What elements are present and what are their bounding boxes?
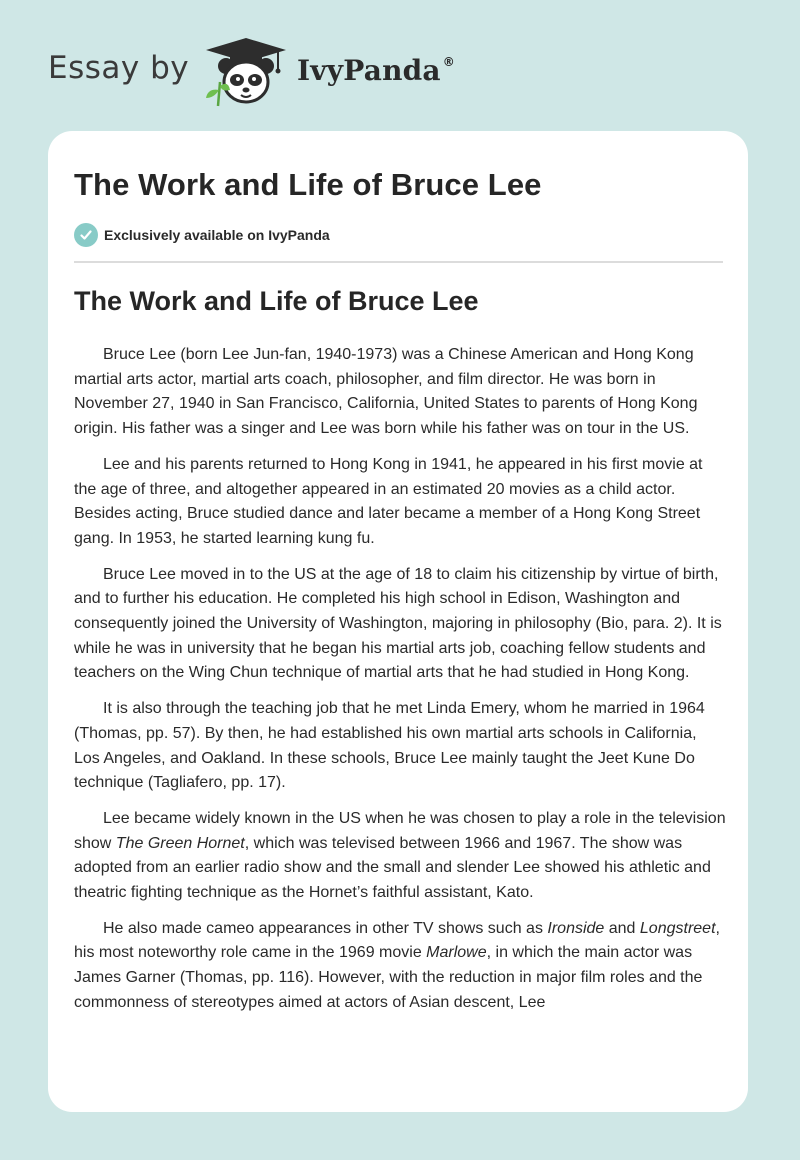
paragraph-text: , which was televised between 1966 and 1967. The show was adopted from an earlier radio show and the small and slender Lee showed his athletic and theatric fighting technique as the Hornet’s faithful assistant, Kato. [74, 834, 711, 902]
essay-paragraph [74, 807, 726, 906]
paragraph-text: He also made cameo appearances in other TV shows such as [103, 919, 548, 937]
paragraph-text: Bruce Lee moved in to the US at the age of 18 to claim his citizenship by virtue of birth, and to further his education. He completed his high school in Edison, Washington and consequently joined the University of Washington, majoring in philosophy (Bio, para. 2). It is while he was in university that he began his martial arts job, coaching fellow students and teachers on the Wing Chun technique of martial arts that he had studied in Hong Kong. [74, 565, 722, 682]
essay-paragraph [74, 453, 726, 552]
panda-logo-icon[interactable] [200, 36, 296, 108]
paragraph-text: and [604, 919, 640, 937]
italic-title: Longstreet [639, 919, 716, 937]
paragraph-text: Lee became widely known in the US when he was chosen to play a role in the television show [74, 809, 726, 852]
brand-name[interactable]: IvyPanda ® [297, 54, 455, 87]
paragraph-text: It is also through the teaching job that he met Linda Emery, whom he married in 1964 (Thomas, pp. 57). By then, he had established his own martial arts schools in California, Los Angeles, and Oakland. In these schools, Bruce Lee mainly taught the Jeet Kune Do technique (Tagliafero, pp. 17). [74, 700, 705, 792]
exclusive-badge [74, 223, 330, 247]
paragraph-text: Bruce Lee (born Lee Jun-fan, 1940-1973) was a Chinese American and Hong Kong martial arts actor, martial arts coach, philosopher, and film director. He was born in November 27, 1940 in San Francisco, California, United States to parents of Hong Kong origin. His father was a singer and Lee was born while his father was on tour in the US. [74, 346, 698, 438]
essay-paragraph [74, 917, 726, 1016]
check-circle-icon [74, 223, 98, 247]
divider [74, 261, 723, 263]
italic-title: Ironside [547, 919, 605, 937]
paragraph-text: , in which the main actor was James Garner (Thomas, pp. 116). However, with the reduction in major film roles and the commonness of stereotypes aimed at actors of Asian descent, Lee [74, 944, 703, 1011]
essay-by-label: Essay by [48, 50, 190, 86]
essay-paragraph [74, 697, 726, 796]
essay-heading: The Work and Life of Bruce Lee [74, 286, 479, 316]
italic-title: Marlowe [426, 944, 487, 962]
essay-card [48, 131, 748, 1112]
essay-body [74, 343, 726, 1027]
badge-label: Exclusively available on IvyPanda [104, 227, 330, 243]
essay-paragraph [74, 343, 726, 442]
italic-title: The Green Hornet [115, 834, 245, 852]
essay-paragraph [74, 563, 726, 687]
site-header [48, 36, 488, 108]
page-title: The Work and Life of Bruce Lee [74, 167, 542, 202]
paragraph-text: , his most noteworthy role came in the 1969 movie [74, 919, 720, 962]
paragraph-text: Lee and his parents returned to Hong Kong in 1941, he appeared in his first movie at the age of three, and altogether appeared in an estimated 20 movies as a child actor. Besides acting, Bruce studied dance and later became a member of a Hong Kong Street gang. In 1953, he started learning kung fu. [74, 455, 703, 547]
